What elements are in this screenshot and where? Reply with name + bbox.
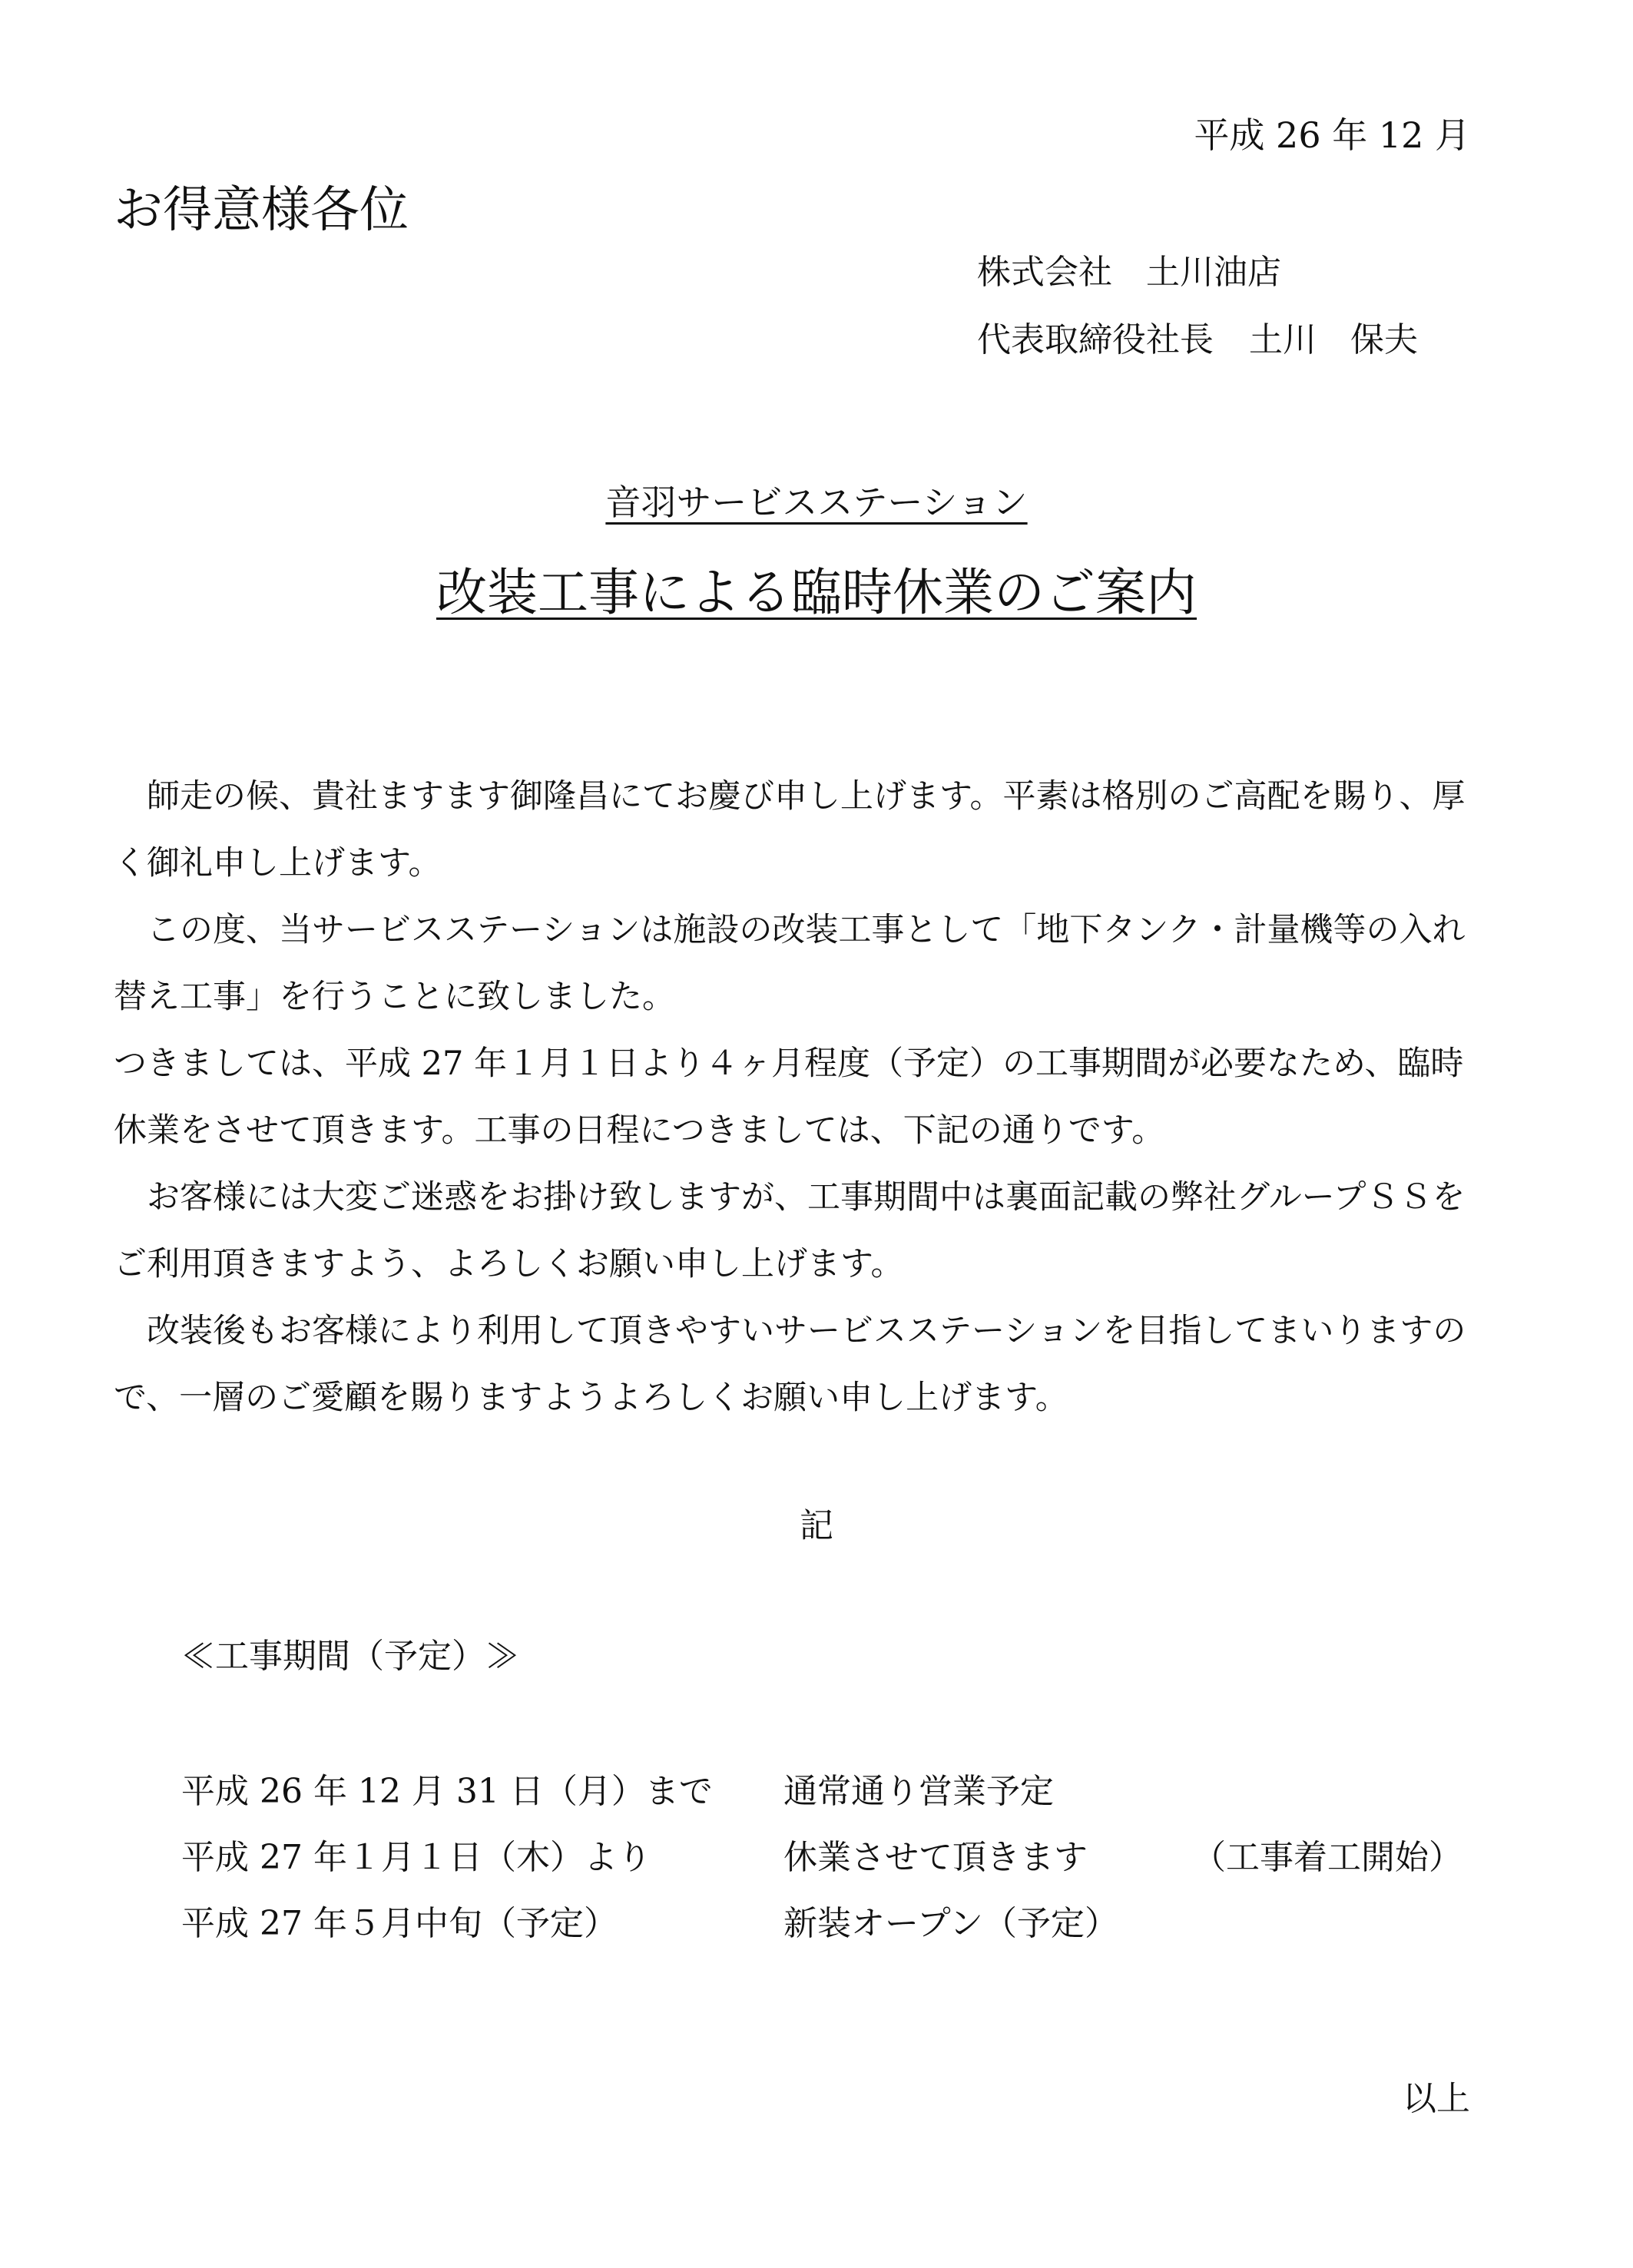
period-heading: ≪工事期間（予定）≫ (181, 1637, 519, 1676)
body-paragraph: お客様には大変ご迷惑をお掛け致しますが、工事期間中は裏面記載の弊社グループＳＳをご利用頂きますよう、よろしくお願い申し上げます。 (114, 1178, 1466, 1283)
letter-body (114, 763, 1481, 1432)
closing-word: 以上 (1403, 2079, 1470, 2118)
schedule-row (181, 1891, 1487, 1957)
ki-heading: 記 (800, 1506, 833, 1545)
body-paragraph: 師走の候、貴社ますます御隆昌にてお慶び申し上げます。平素は格別のご高配を賜り、厚く御礼申し上げます。 (114, 777, 1466, 882)
addressee: お得意様各位 (114, 182, 409, 239)
company-name: 株式会社 土川油店 (977, 253, 1281, 292)
page-title (0, 551, 1633, 624)
schedule-status: 新装オープン（予定） (783, 1904, 1119, 1943)
title-text: 改装工事による臨時休業のご案内 (436, 563, 1197, 622)
representative-title: 代表取締役社長 (977, 320, 1214, 359)
schedule-status: 休業させて頂きます (783, 1838, 1088, 1877)
body-paragraph: この度、当サービスステーションは施設の改装工事として「地下タンク・計量機等の入れ替え工事」を行うことに致しました。 (114, 911, 1466, 1016)
subtitle-text: 音羽サービスステーション (605, 482, 1028, 523)
subtitle (0, 475, 1633, 525)
body-paragraph: 改装後もお客様により利用して頂きやすいサービスステーションを目指してまいりますので、一層のご愛顧を賜りますようよろしくお願い申し上げます。 (114, 1312, 1466, 1417)
schedule-date: 平成 27 年１月１日（木）より (181, 1838, 651, 1877)
schedule-list (181, 1759, 1487, 1957)
schedule-row (181, 1825, 1487, 1891)
schedule-date: 平成 27 年５月中旬（予定） (181, 1904, 618, 1943)
schedule-note: （工事着工開始） (1192, 1838, 1462, 1877)
schedule-date: 平成 26 年 12 月 31 日（月）まで (181, 1772, 713, 1811)
document-date: 平成 26 年 12 月 (1194, 114, 1470, 156)
body-paragraph: つきましては、平成 27 年１月１日より４ヶ月程度（予定）の工事期間が必要なため、臨時休業をさせて頂きます。工事の日程につきましては、下記の通りです。 (114, 1045, 1464, 1150)
representative-name: 土川 保夫 (1249, 320, 1418, 359)
schedule-status: 通常通り営業予定 (783, 1772, 1054, 1811)
representative (977, 312, 1418, 361)
schedule-row (181, 1759, 1487, 1825)
